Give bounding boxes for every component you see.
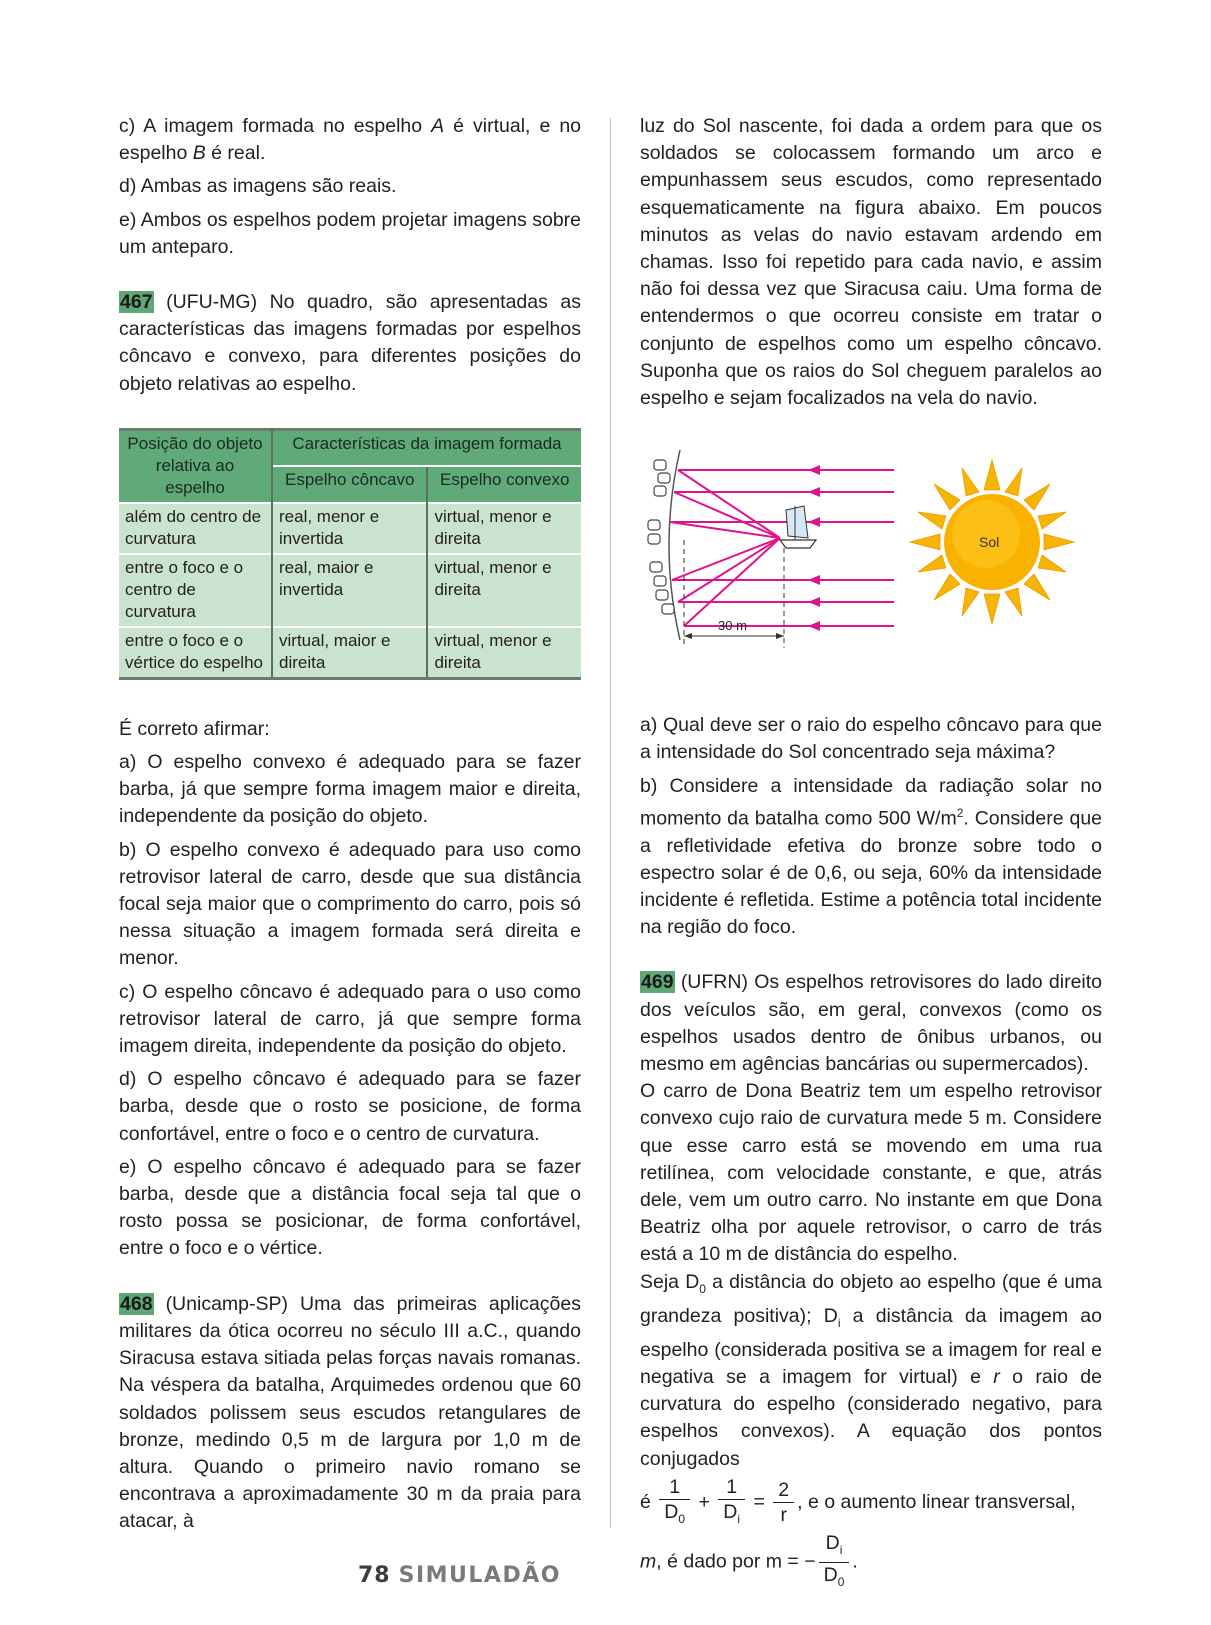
sun-icon	[910, 460, 1074, 624]
option-d-prev: d) Ambas as imagens são reais.	[119, 175, 397, 198]
option-467-e: e) O espelho côncavo é adequado para se fazer barba, desde que a distância focal seja tal que o rosto possa se posicionar, de forma confortável, entre o foco e o vértice.	[119, 1155, 581, 1260]
question-468-b: b) Considere a intensidade da radiação solar no momento da batalha como 500 $W/m^2$. Considere que a refletividade efetiva do bronze sobre todo o espectro solar é de 0,6, ou seja, 60% da intensidade incidente é refletida. Estime a potência total incidente na região do foco.	[640, 774, 1103, 939]
ship-icon	[780, 506, 816, 548]
table-header-convexo: Espelho convexo	[427, 466, 581, 502]
page-number: 78	[358, 1563, 391, 1588]
prompt-467: É correto afirmar:	[119, 717, 270, 740]
question-number: 469	[641, 971, 674, 994]
left-column	[119, 113, 581, 1536]
option-467-d: d) O espelho côncavo é adequado para se fazer barba, desde que o rosto se posicione, de forma confortável, entre o foco e o centro de curvatura.	[119, 1068, 581, 1145]
magnification-equation: m, é dado por m = − $\frac{D_i}{D_0}$ .	[640, 1531, 858, 1589]
table-header-characteristics: Características da imagem formada	[272, 429, 581, 466]
page-footer	[358, 1563, 561, 1588]
question-468-continued: luz do Sol nascente, foi dada a ordem para que os soldados se colocassem formando um arco e empunhassem seus escudos, como representado esquematicamente na figura abaixo. Em poucos minutos as velas do navio estavam ardendo em chamas. Isso foi repetido para cada navio, e assim não foi dessa vez que Siracusa caiu. Uma forma de entendermos o que ocorreu consiste em tratar o conjunto de espelhos como um espelho côncavo. Suponha que os raios do Sol cheguem paralelos ao espelho e sejam focalizados na vela do navio.	[640, 115, 1102, 410]
incoming-rays	[670, 470, 894, 626]
question-468-a: a) Qual deve ser o raio do espelho côncavo para que a intensidade do Sol concentrado seja máxima?	[640, 714, 1102, 764]
question-469-body: O carro de Dona Beatriz tem um espelho retrovisor convexo cujo raio de curvatura mede 5 m. Considere que esse carro está se movendo em uma rua retilínea, com velocidade constante, e que, atrás dele, vem um outro carro. No instante em que Dona Beatriz olha por aquele retrovisor, o carro de trás está a 10 m de distância do espelho.	[640, 1080, 1102, 1266]
question-469: 469 (UFRN) Os espelhos retrovisores do lado direito dos veículos são, em geral, convexos (como os espelhos usados dentro de ônibus urbanos, ou mesmo em agências bancárias ou supermercados).	[640, 971, 1103, 1075]
table-row: além do centro de curvatura real, menor e invertida virtual, menor e direita	[119, 503, 581, 554]
table-header-concavo: Espelho côncavo	[272, 466, 427, 502]
table-header-position: Posição do objeto relativa ao espelho	[119, 429, 272, 503]
option-e-prev: e) Ambos os espelhos podem projetar imagens sobre um anteparo.	[119, 208, 582, 258]
characteristics-table	[119, 428, 581, 680]
question-number: 467	[120, 291, 153, 314]
column-divider	[610, 118, 611, 1528]
option-467-c: c) O espelho côncavo é adequado para o uso como retrovisor lateral de carro, já que sempre forma imagem direita, independente da posição do objeto.	[119, 980, 581, 1058]
option-467-b: b) O espelho convexo é adequado para uso como retrovisor lateral de carro, desde que sua distância focal seja maior que o comprimento do carro, pois só nessa situação a imagem formada será direita e menor.	[119, 838, 581, 970]
question-467: 467 (UFU-MG) No quadro, são apresentadas as características das imagens formadas por espelhos côncavo e convexo, para diferentes posições do objeto relativas ao espelho.	[119, 291, 582, 395]
option-c-prev: c) A imagem formada no espelho A é virtual, e no espelho B é real.	[119, 115, 582, 165]
question-469-definitions: Seja $D_0$ a distância do objeto ao espelho (que é uma grandeza positiva); $D_i$ a distância da imagem ao espelho (considerada positiva se a imagem for real e negativa se a imagem for virtual) e r o raio de curvatura do espelho (considerado negativo, para espelhos convexos). A equação dos pontos conjugados	[640, 1270, 1102, 1470]
soldier-shields	[648, 460, 674, 614]
option-467-a: a) O espelho convexo é adequado para se fazer barba, já que sempre forma imagem maior e direita, independente da posição do objeto.	[119, 751, 581, 828]
mirror-equation: é $\frac{1}{D_0}$ + $\frac{1}{D_i}$ = $\frac{2}{r}$ , e o aumento linear transversal,	[640, 1475, 1076, 1527]
sun-label: Sol	[979, 534, 1000, 551]
right-column	[640, 113, 1102, 1593]
table-row: entre o foco e o centro de curvatura real, maior e invertida virtual, menor e direita	[119, 554, 581, 627]
mirror-diagram	[640, 440, 1102, 668]
distance-label: 30 m	[718, 618, 747, 634]
table-row: entre o foco e o vértice do espelho virtual, maior e direita virtual, menor e direita	[119, 627, 581, 679]
archimedes-mirror-figure	[640, 440, 1102, 668]
question-468: 468 (Unicamp-SP) Uma das primeiras aplicações militares da ótica ocorreu no século III a.C., quando Siracusa estava sitiada pelas forças navais romanas. Na véspera da batalha, Arquimedes ordenou que 60 soldados polissem seus escudos retangulares de bronze, medindo 0,5 m de largura por 1,0 m de altura. Quando o primeiro navio romano se encontrava a aproximadamente 30 m da praia para atacar, à	[119, 1292, 581, 1533]
book-title: SIMULADÃO	[398, 1563, 561, 1588]
question-number: 468	[120, 1292, 153, 1315]
